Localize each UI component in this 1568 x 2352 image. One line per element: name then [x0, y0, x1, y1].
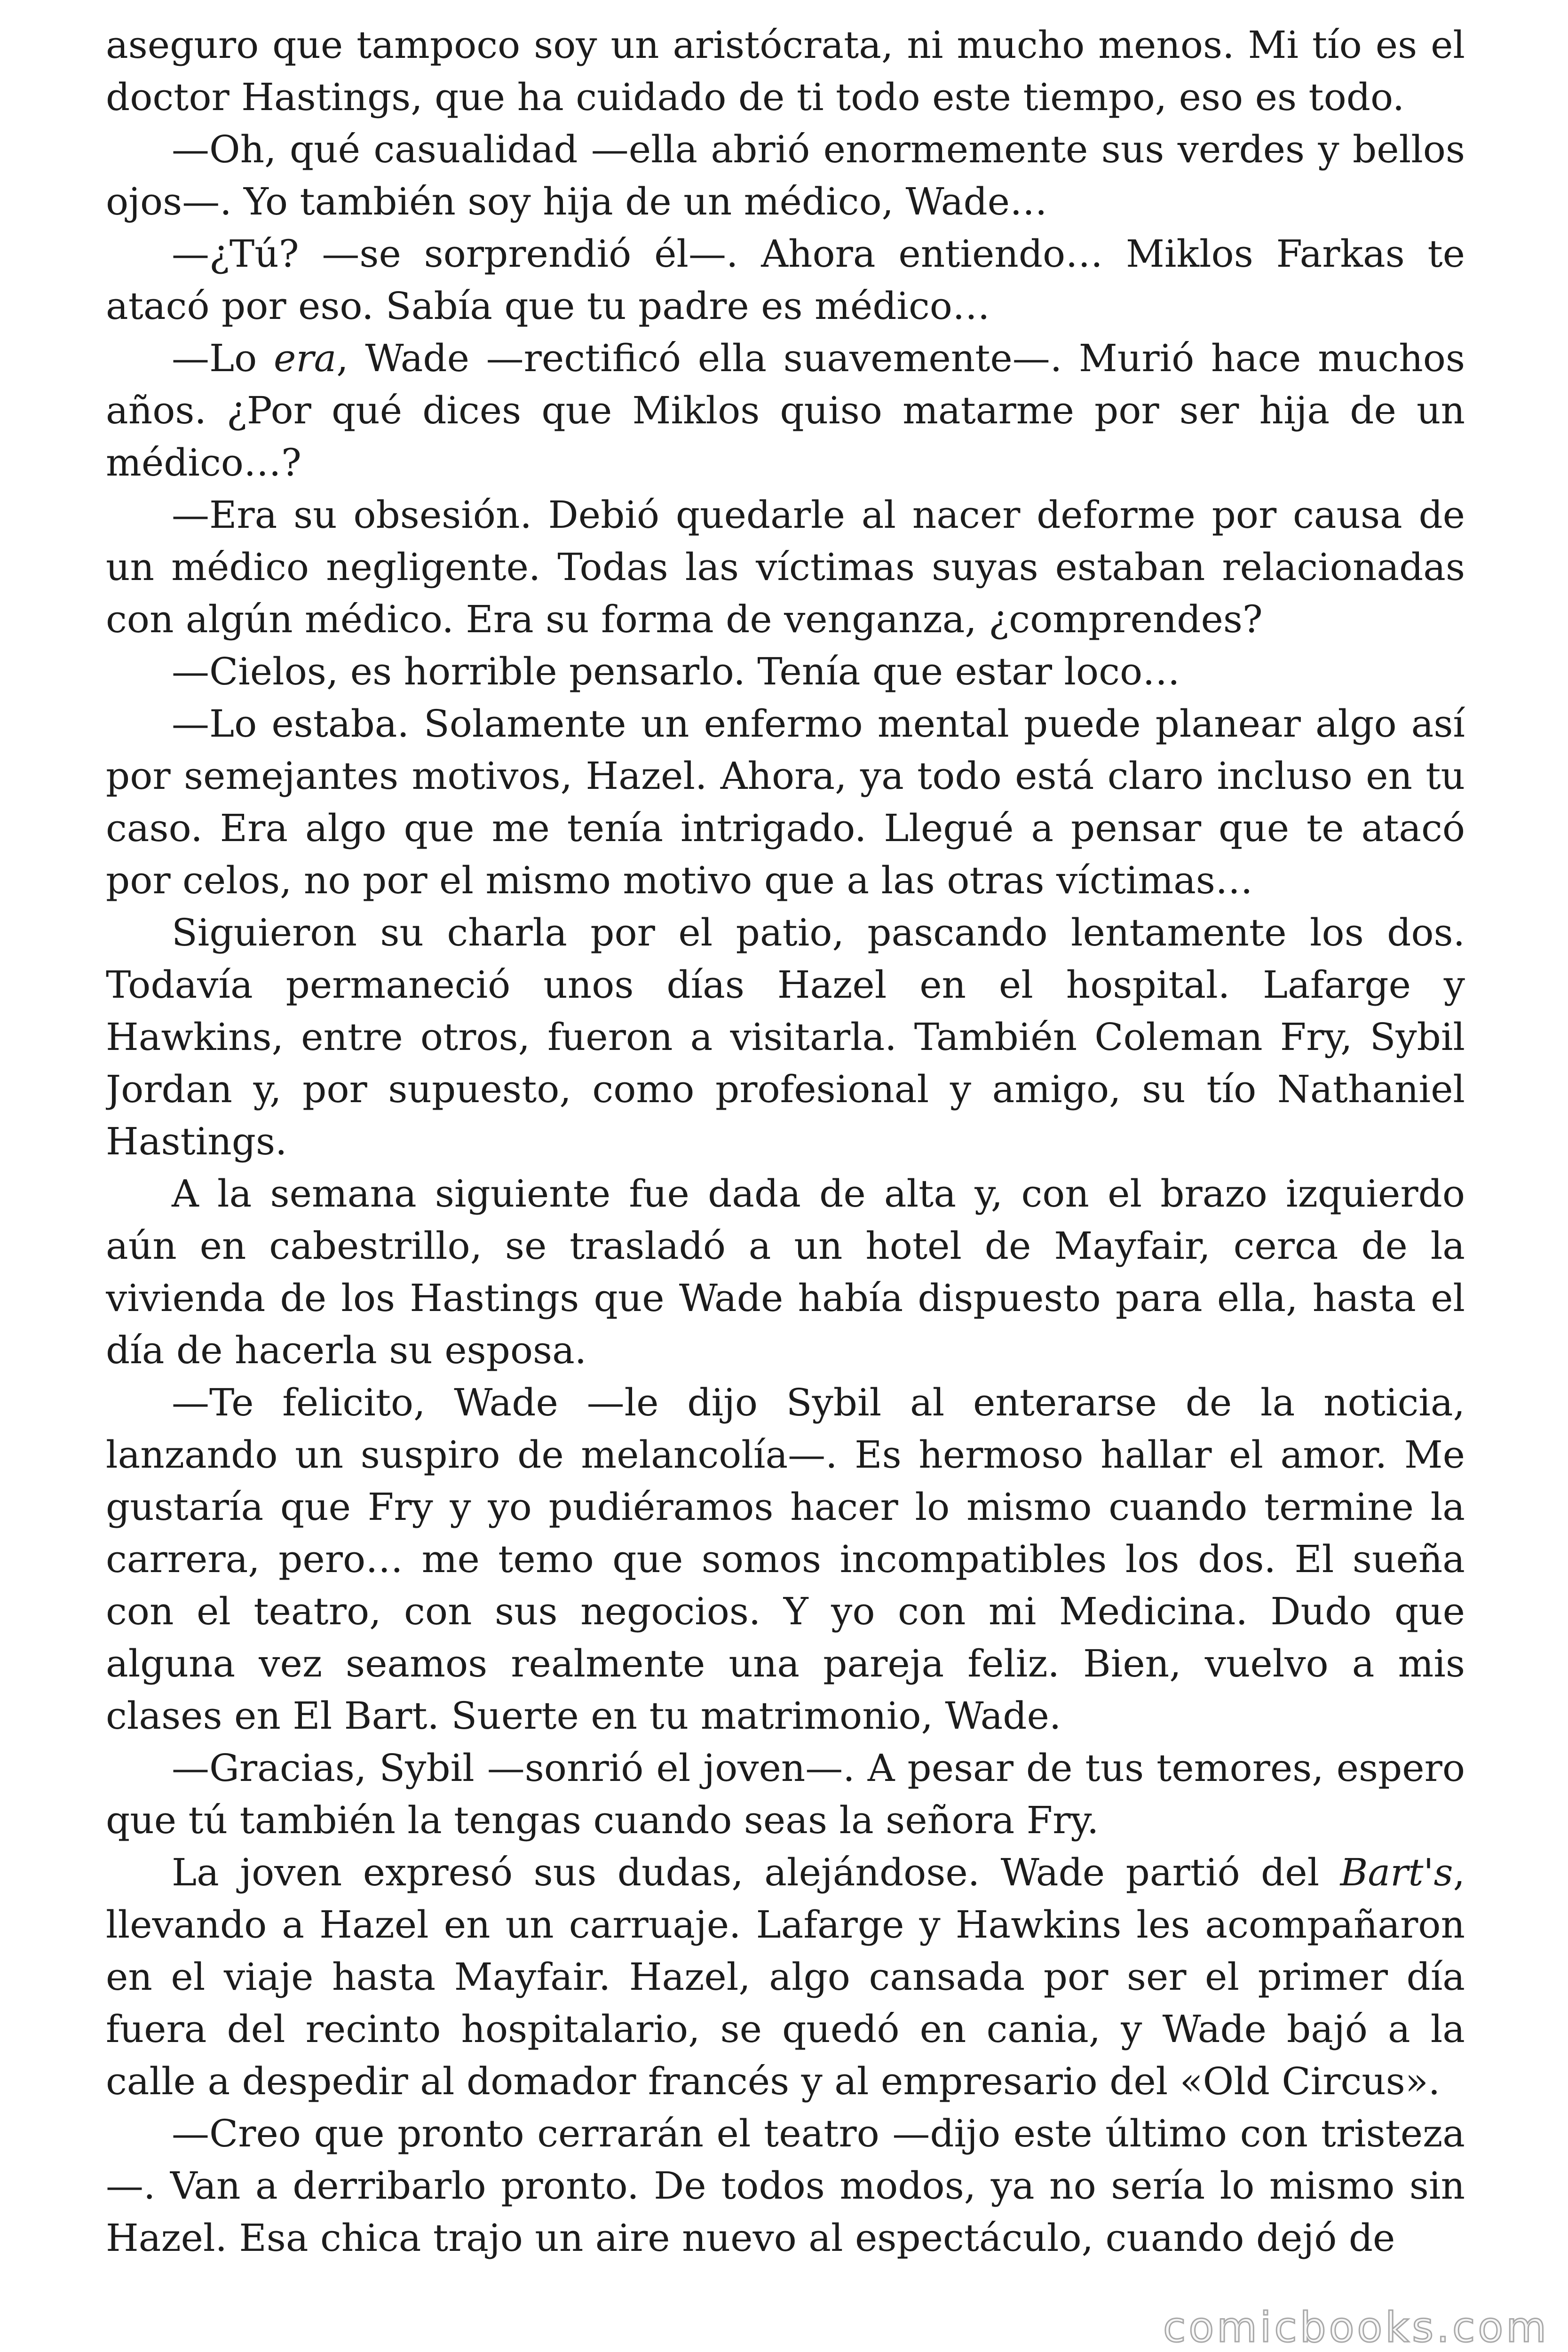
- paragraph: aseguro que tampoco soy un aristócrata, ni mucho menos. Mi tío es el doctor Hastings, que ha cuidado de ti todo este tiempo, eso es todo.: [106, 23, 1465, 119]
- paragraph-text: —Lo: [172, 336, 274, 380]
- paragraph: —Gracias, Sybil —sonrió el joven—. A pesar de tus temores, espero que tú también la tengas cuando seas la señora Fry.: [106, 1746, 1465, 1842]
- paragraph: —Cielos, es horrible pensarlo. Tenía que estar loco…: [172, 650, 1180, 693]
- paragraph: —Te felicito, Wade —le dijo Sybil al enterarse de la noticia, lanzando un suspiro de melancolía—. Es hermoso hallar el amor. Me gustaría que Fry y yo pudiéramos hacer lo mismo cuando termine la carrera, pero… me temo que somos incompatibles los dos. El sueña con el teatro, con sus negocios. Y yo con mi Medicina. Dudo que alguna vez seamos realmente una pareja feliz. Bien, vuelvo a mis clases en El Bart. Suerte en tu matrimonio, Wade.: [106, 1381, 1465, 1738]
- italic-word: Bart's: [1340, 1851, 1453, 1894]
- paragraph: —Lo estaba. Solamente un enfermo mental puede planear algo así por semejantes motivos, Hazel. Ahora, ya todo está claro incluso en tu caso. Era algo que me tenía intrigado. Llegué a pensar que te atacó por celos, no por el mismo motivo que a las otras víctimas…: [106, 702, 1465, 902]
- paragraph: —Creo que pronto cerrarán el teatro —dijo este último con tristeza —. Van a derribarlo pronto. De todos modos, ya no sería lo mismo sin Hazel. Esa chica trajo un aire nuevo al espectáculo, cuando dejó de: [106, 2112, 1465, 2260]
- book-page: [106, 19, 1465, 2338]
- paragraph: A la semana siguiente fue dada de alta y, con el brazo izquierdo aún en cabestrillo, se trasladó a un hotel de Mayfair, cerca de la vivienda de los Hastings que Wade había dispuesto para ella, hasta el día de hacerla su esposa.: [106, 1172, 1465, 1372]
- paragraph: —¿Tú? —se sorprendió él—. Ahora entiendo… Miklos Farkas te atacó por eso. Sabía que tu padre es médico…: [106, 232, 1465, 328]
- paragraph: —Oh, qué casualidad —ella abrió enormemente sus verdes y bellos ojos—. Yo también soy hija de un médico, Wade…: [106, 127, 1465, 223]
- paragraph-text: La joven expresó sus dudas, alejándose. Wade partió del: [172, 1851, 1340, 1894]
- paragraph: [106, 332, 1465, 489]
- paragraph: Siguieron su charla por el patio, pascando lentamente los dos. Todavía permaneció unos días Hazel en el hospital. Lafarge y Hawkins, entre otros, fueron a visitarla. También Coleman Fry, Sybil Jordan y, por supuesto, como profesional y amigo, su tío Nathaniel Hastings.: [106, 911, 1465, 1163]
- paragraph: [106, 1846, 1465, 2107]
- paragraph: —Era su obsesión. Debió quedarle al nacer deforme por causa de un médico negligente. Todas las víctimas suyas estaban relacionadas con algún médico. Era su forma de venganza, ¿comprendes?: [106, 493, 1465, 641]
- paragraph-text: , llevando a Hazel en un carruaje. Lafarge y Hawkins les acompañaron en el viaje hasta Mayfair. Hazel, algo cansada por ser el primer día fuera del recinto hospitalario, se quedó en cania, y Wade bajó a la calle a despedir al domador francés y al empresario del «Old Circus».: [106, 1851, 1465, 2103]
- italic-word: era: [274, 336, 337, 380]
- watermark: comicbooks.com: [1163, 2303, 1549, 2352]
- paragraph-text: , Wade —rectificó ella suavemente—. Murió hace muchos años. ¿Por qué dices que Miklos quiso matarme por ser hija de un médico…?: [106, 336, 1465, 485]
